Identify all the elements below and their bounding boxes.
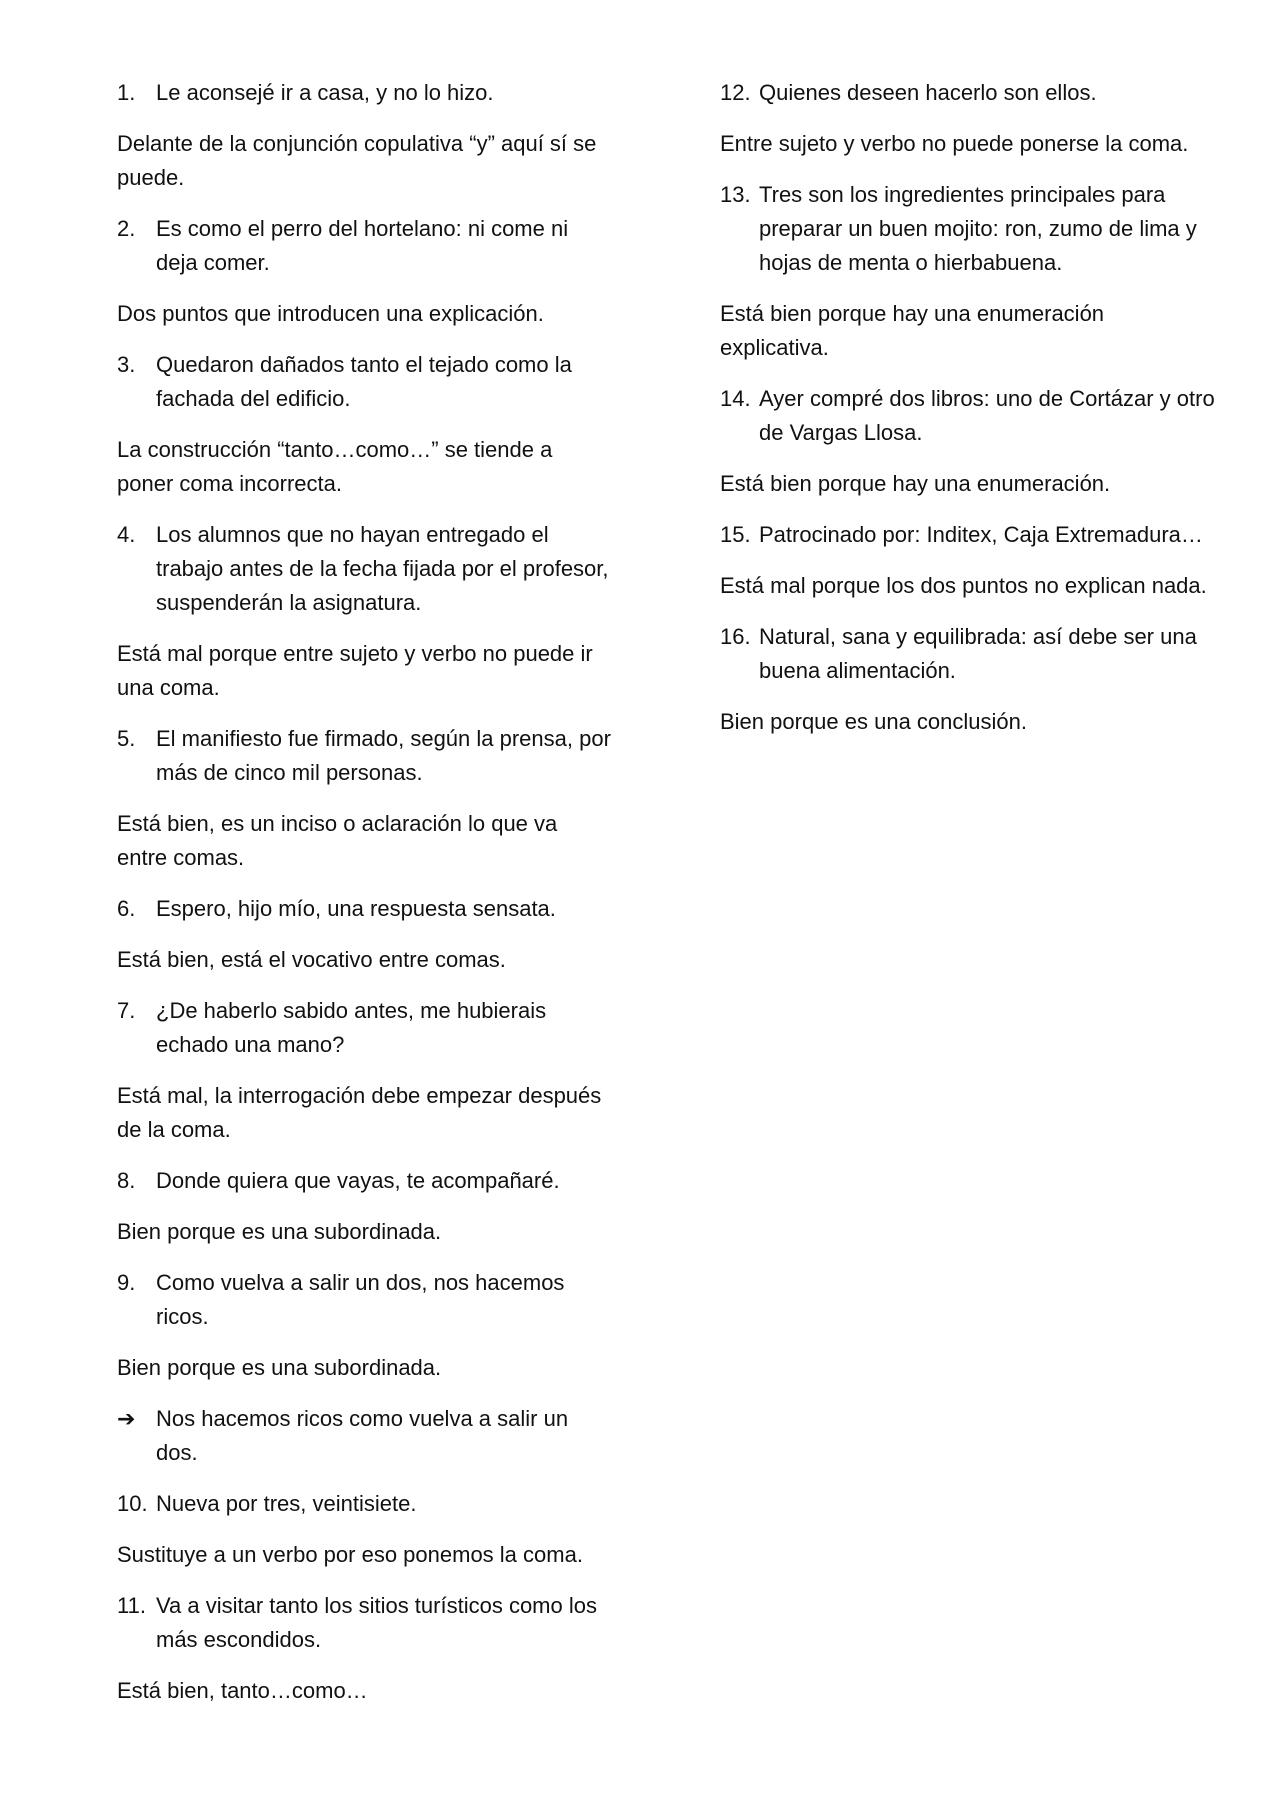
answer-note: Está bien porque hay una enumeración.: [720, 471, 1111, 496]
answer-note: La construcción “tanto…como…” se tiende a poner coma incorrecta.: [117, 437, 553, 496]
item-number: 1.: [117, 80, 136, 105]
answer-note: Está bien, está el vocativo entre comas.: [117, 947, 506, 972]
item-number: 5.: [117, 726, 136, 751]
item-text: ¿De haberlo sabido antes, me hubierais echado una mano?: [156, 998, 547, 1057]
exercise-item: [720, 382, 1215, 450]
item-number: 9.: [117, 1270, 136, 1295]
item-number: 13.: [720, 182, 751, 207]
item-text: Donde quiera que vayas, te acompañaré.: [156, 1168, 560, 1193]
exercise-item: [117, 212, 612, 280]
answer-note: Bien porque es una subordinada.: [117, 1219, 442, 1244]
item-number: 16.: [720, 624, 751, 649]
item-number: 2.: [117, 216, 136, 241]
exercise-item: [117, 76, 612, 110]
item-text: Quedaron dañados tanto el tejado como la fachada del edificio.: [156, 352, 572, 411]
answer-note: Está bien, tanto…como…: [117, 1678, 368, 1703]
right-column: [720, 76, 1215, 756]
exercise-item: [117, 994, 612, 1062]
exercise-item: [720, 518, 1215, 552]
answer-note: Entre sujeto y verbo no puede ponerse la coma.: [720, 131, 1189, 156]
item-text: El manifiesto fue firmado, según la prensa, por más de cinco mil personas.: [156, 726, 611, 785]
answer-note: Bien porque es una subordinada.: [117, 1355, 442, 1380]
item-number: 8.: [117, 1168, 136, 1193]
arrow-right-icon: ➔: [117, 1406, 136, 1431]
exercise-item: [117, 892, 612, 926]
item-text: Tres son los ingredientes principales para preparar un buen mojito: ron, zumo de lima y hojas de menta o hierbabuena.: [759, 182, 1197, 275]
exercise-item: [117, 1589, 612, 1657]
item-text: Es como el perro del hortelano: ni come ni deja comer.: [156, 216, 569, 275]
item-number: 7.: [117, 998, 136, 1023]
answer-note: Está mal porque entre sujeto y verbo no puede ir una coma.: [117, 641, 593, 700]
item-number: 11.: [117, 1593, 146, 1618]
item-text: Va a visitar tanto los sitios turísticos como los más escondidos.: [156, 1593, 597, 1652]
exercise-item: [720, 178, 1215, 280]
answer-note: Dos puntos que introducen una explicación.: [117, 301, 544, 326]
item-text: Patrocinado por: Inditex, Caja Extremadura…: [759, 522, 1203, 547]
answer-note: Está bien, es un inciso o aclaración lo que va entre comas.: [117, 811, 558, 870]
exercise-item: [117, 1164, 612, 1198]
item-number: 12.: [720, 80, 751, 105]
item-text: Como vuelva a salir un dos, nos hacemos ricos.: [156, 1270, 565, 1329]
left-column: [117, 76, 612, 1725]
answer-note: Está mal porque los dos puntos no explican nada.: [720, 573, 1207, 598]
answer-note: Sustituye a un verbo por eso ponemos la coma.: [117, 1542, 583, 1567]
item-number: 14.: [720, 386, 751, 411]
item-text: Quienes deseen hacerlo son ellos.: [759, 80, 1097, 105]
item-text: Ayer compré dos libros: uno de Cortázar y otro de Vargas Llosa.: [759, 386, 1215, 445]
answer-note: Está bien porque hay una enumeración explicativa.: [720, 301, 1105, 360]
item-number: 3.: [117, 352, 136, 377]
item-text: Espero, hijo mío, una respuesta sensata.: [156, 896, 556, 921]
item-number: 6.: [117, 896, 136, 921]
answer-note: Está mal, la interrogación debe empezar después de la coma.: [117, 1083, 602, 1142]
item-text: Los alumnos que no hayan entregado el trabajo antes de la fecha fijada por el profesor, suspenderán la asignatura.: [156, 522, 609, 615]
exercise-item: [117, 1487, 612, 1521]
exercise-item: [117, 1266, 612, 1334]
exercise-item: [117, 348, 612, 416]
item-number: 4.: [117, 522, 136, 547]
exercise-item: [117, 518, 612, 620]
item-number: 10.: [117, 1491, 148, 1516]
answer-note: Bien porque es una conclusión.: [720, 709, 1027, 734]
item-text: Nueva por tres, veintisiete.: [156, 1491, 417, 1516]
arrow-item: [117, 1402, 612, 1470]
exercise-item: [720, 620, 1215, 688]
answer-note: Delante de la conjunción copulativa “y” aquí sí se puede.: [117, 131, 597, 190]
exercise-item: [117, 722, 612, 790]
exercise-item: [720, 76, 1215, 110]
item-number: 15.: [720, 522, 751, 547]
item-text: Nos hacemos ricos como vuelva a salir un dos.: [156, 1406, 569, 1465]
item-text: Le aconsejé ir a casa, y no lo hizo.: [156, 80, 494, 105]
item-text: Natural, sana y equilibrada: así debe ser una buena alimentación.: [759, 624, 1197, 683]
